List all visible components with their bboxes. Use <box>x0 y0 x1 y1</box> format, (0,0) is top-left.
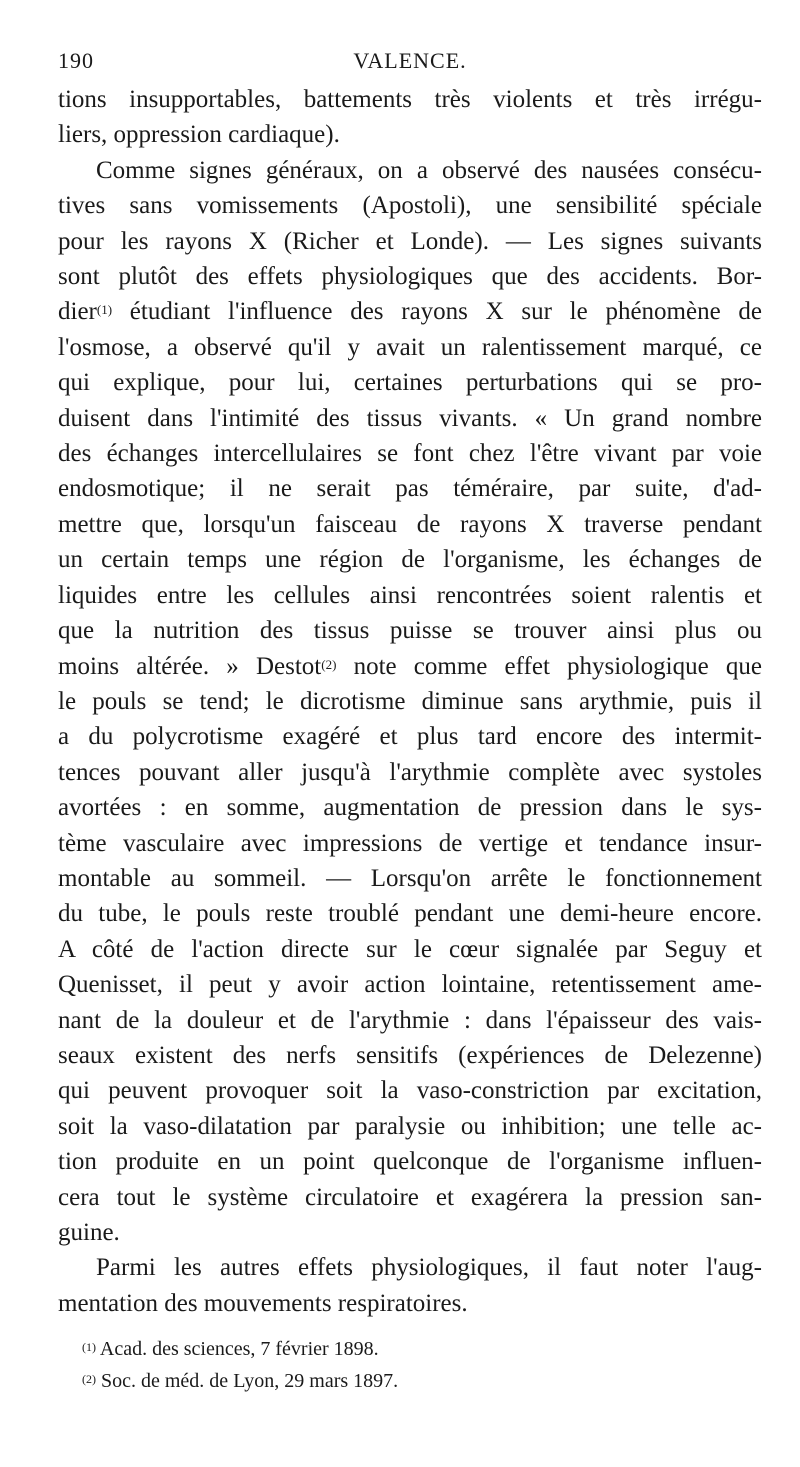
text-line: des échanges intercellulaires se font chez l'être vivant par voie <box>58 440 762 468</box>
running-title: VALENCE. <box>353 48 467 73</box>
text-line: a du polycrotisme exagéré et plus tard encore des intermit- <box>58 723 762 751</box>
text-fragment: note comme effet physiologique que <box>353 652 762 680</box>
text-line: tions insupportables, battements très violents et très irrégu- <box>58 86 762 113</box>
footnote-2 <box>82 1365 762 1397</box>
text-line: duisent dans l'intimité des tissus vivants. « Un grand nombre <box>58 404 762 432</box>
text-line: tences pouvant aller jusqu'à l'arythmie complète avec systoles <box>58 758 762 786</box>
footnote-1 <box>82 1333 762 1365</box>
text-fragment: étudiant l'influence des rayons X sur le phénomène de <box>129 298 763 326</box>
text-fragment: moins altérée. » Destot <box>58 652 322 680</box>
text-line: sont plutôt des effets physiologiques que des accidents. Bor- <box>58 263 762 291</box>
text-line: l'osmose, a observé qu'il y avait un ralentissement marqué, ce <box>58 333 762 361</box>
text-line: Quenisset, il peut y avoir action lointaine, retentissement ame- <box>58 971 762 999</box>
page-number: 190 <box>58 48 94 73</box>
text-line: qui explique, pour lui, certaines perturbations qui se pro- <box>58 369 762 397</box>
text-line: seaux existent des nerfs sensitifs (expériences de Delezenne) <box>58 1041 762 1069</box>
footnote-ref-1: (1) <box>96 302 113 318</box>
text-line: soit la vaso-dilatation par paralysie ou inhibition; une telle ac- <box>58 1112 762 1140</box>
text-line: que la nutrition des tissus puisse se trouver ainsi plus ou <box>58 617 762 645</box>
text-line: le pouls se tend; le dicrotisme diminue sans arythmie, puis il <box>58 687 762 715</box>
text-line: mettre que, lorsqu'un faisceau de rayons X traverse pendant <box>58 510 762 538</box>
page-header <box>58 48 762 82</box>
footnote-marker: (1) <box>82 1340 96 1355</box>
text-line: tème vasculaire avec impressions de vertige et tendance insur- <box>58 829 762 857</box>
text-line: guine. <box>58 1219 120 1246</box>
text-line: montable au sommeil. — Lorsqu'on arrête le fonctionnement <box>58 864 762 892</box>
footnote-ref-2: (2) <box>321 656 337 672</box>
text-line: avortées : en somme, augmentation de pression dans le sys- <box>58 794 762 822</box>
text-line: liquides entre les cellules ainsi rencontrées soient ralentis et <box>58 581 762 609</box>
text-line: Parmi les autres effets physiologiques, il faut noter l'aug- <box>96 1254 762 1282</box>
text-line: tion produite en un point quelconque de l'organisme influen- <box>58 1148 762 1176</box>
text-line: pour les rayons X (Richer et Londe). — Les signes suivants <box>58 227 762 255</box>
text-line: qui peuvent provoquer soit la vaso-constriction par excitation, <box>58 1077 762 1105</box>
text-line: mentation des mouvements respiratoires. <box>58 1289 468 1317</box>
text-line: cera tout le système circulatoire et exagérera la pression san- <box>58 1183 762 1211</box>
body-text <box>58 82 762 1321</box>
text-line: nant de la douleur et de l'arythmie : dans l'épaisseur des vais- <box>58 1006 762 1034</box>
text-line <box>58 649 762 684</box>
text-fragment: dier <box>58 298 97 326</box>
text-line: Comme signes généraux, on a observé des nausées consécu- <box>96 156 762 184</box>
text-line: A côté de l'action directe sur le cœur signalée par Seguy et <box>58 935 762 963</box>
footnote-text: Acad. des sciences, 7 février 1898. <box>99 1338 379 1361</box>
text-line: liers, oppression cardiaque). <box>58 121 340 149</box>
text-line <box>58 294 762 329</box>
footnote-marker: (2) <box>82 1372 96 1387</box>
footnote-text: Soc. de méd. de Lyon, 29 mars 1897. <box>101 1370 399 1393</box>
text-line: un certain temps une région de l'organisme, les échanges de <box>58 546 762 574</box>
book-page <box>58 48 762 1397</box>
footnotes <box>58 1333 762 1397</box>
text-line: tives sans vomissements (Apostoli), une sensibilité spéciale <box>58 192 762 220</box>
text-line: du tube, le pouls reste troublé pendant une demi-heure encore. <box>58 900 762 928</box>
text-line: endosmotique; il ne serait pas téméraire, par suite, d'ad- <box>58 475 762 503</box>
